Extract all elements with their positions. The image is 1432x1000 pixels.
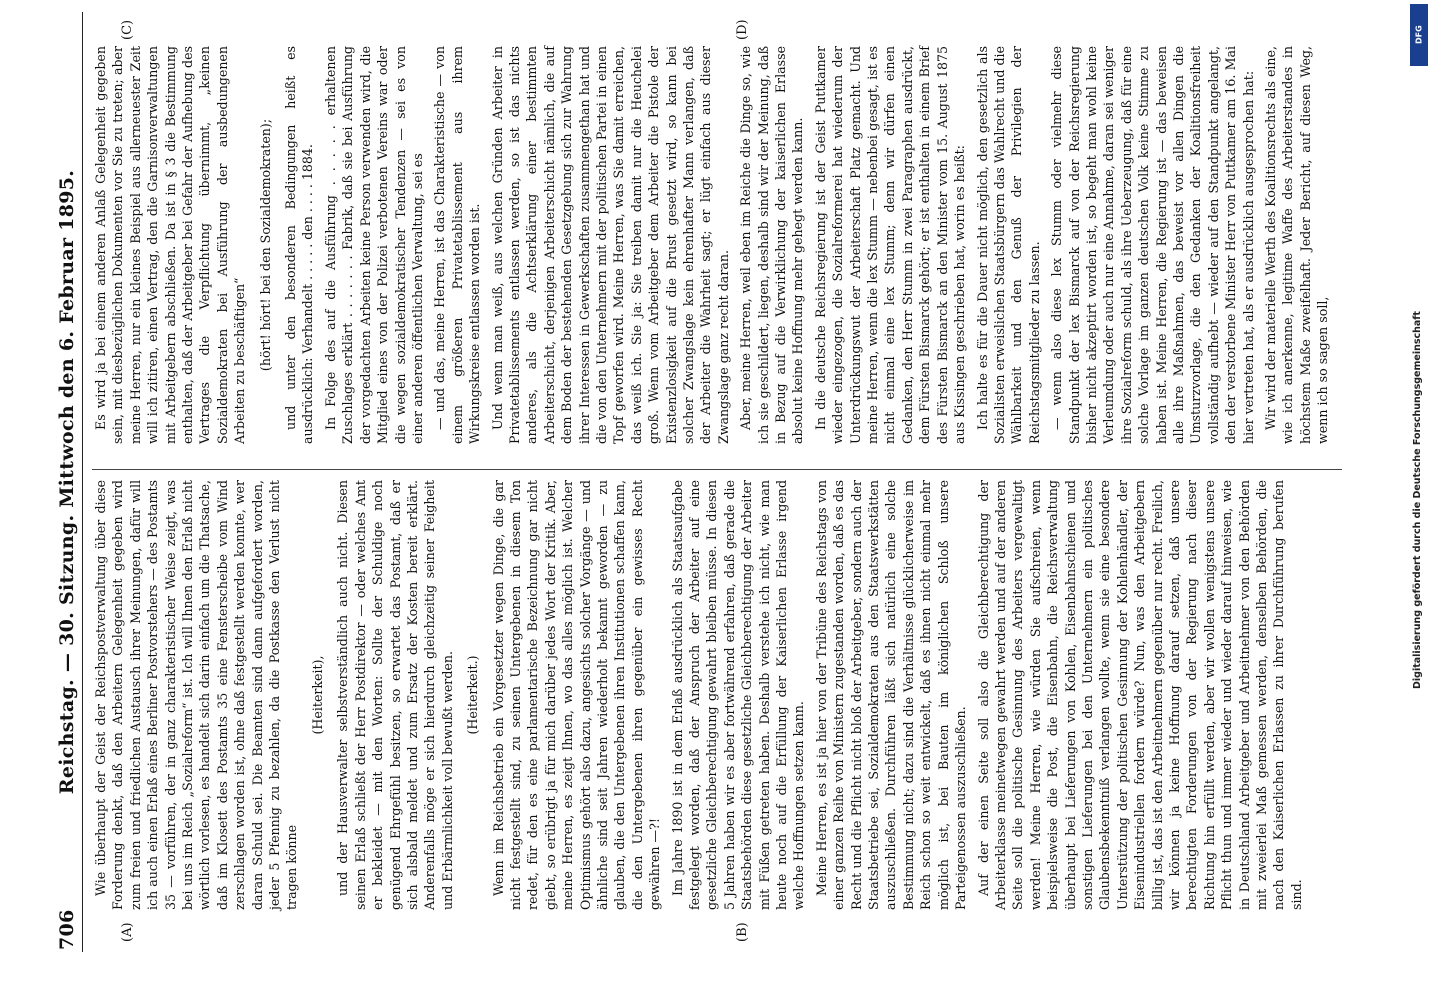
left-column <box>92 480 1310 910</box>
quoted-paragraph: In Folge des auf die Ausführung . . . . . erhaltenen Zuschlages erklärt . . . . . . . Fabrik, daß sie bei Ausführung der vorgedachten Arbeiten keine Person verwenden wird, die Mitglied eines von der Polizei verbotenen Vereins war oder die wegen sozialdemokratischer Tendenzen — sei es von einer anderen öffentlichen Verwaltung, sei es <box>322 46 425 444</box>
digitization-footer <box>1412 0 1423 1000</box>
quoted-paragraph: Wir wird der materielle Werth des Koalitionsrechts als eine, wie ich anerkenne, legitime Waffe des Arbeiterstandes in höchstem Maße zweifelhaft. Jeder Bericht, auf diesen Weg, wenn ich so sagen soll, <box>1263 46 1331 444</box>
paragraph: und der Hausverwalter selbstverständlich auch nicht. Diesen seinen Erlaß schließt der Herr Postdirektor — oder welches Amt er bekleidet — mit den Worten: Sollte der Schuldige noch genügend Ehrgefühl besitzen, so erwartet das Postamt, daß er sich alsbald meldet und zum Ersatz der Kosten bereit erklärt. Anderenfalls möge er sich hierdurch gleichzeitig seiner Feigheit und Erbärmlichkeit voll bewußt werden. <box>335 480 455 910</box>
paragraph: Aber, meine Herren, weil eben im Reiche die Dinge so, wie ich sie geschildert, liegen, deshalb sind wir der Meinung, daß in Bezug auf die Verwirklichung der kaiserlichen Erlasse absolut keine Hoffnung mehr gehegt werden kann. <box>738 46 806 444</box>
paragraph: Meine Herren, es ist ja hier von der Tribüne des Reichstags von einer ganzen Reihe von Ministern zugestanden worden, daß es das Recht und die Pflicht nicht bloß der Arbeitgeber, sondern auch der Staatsbetriebe sei, Sozialdemokraten aus den Staatswerkstätten auszuschließen. Durchführen läßt sich natürlich eine solche Bestimmung nicht; dazu sind die Verhältnisse glücklicherweise im Reich schon so weit entwickelt, daß es ihnen nicht einmal mehr möglich ist, bei Bauten im königlichen Schloß unsere Parteigenossen auszuschließen. <box>813 480 969 910</box>
margin-mark-a: (A) <box>120 922 135 942</box>
interjection: (Heiterkeit.) <box>465 655 481 735</box>
paragraph: Und wenn man weiß, aus welchen Gründen Arbeiter in Privatetablissements entlassen werden, so ist das nichts anderes, als die Achtserklärung einer bestimmten Arbeiterschicht, derjenigen Arbeiterschicht nämlich, die auf dem Boden der bestehenden Gesetzgebung sich zur Wahrung ihrer Interessen in Gewerkschaften zusammengethan hat und die von den Unternehmern mit der politischen Partei in einen Topf geworfen wird. Meine Herren, was Sie damit erreichen, das weiß ich. Sie ja: Sie treiben damit nur die Heuchelei groß. Wenn vom Arbeitgeber dem Arbeiter die Pistole der Existenzlosigkeit auf die Brust gesetzt wird, so kann bei solcher Zwangslage kein ehrenhafter Mann verlangen, daß der Arbeiter die Wahrheit sagt; er lügt einfach aus dieser Zwangslage ganz recht daran. <box>489 46 731 444</box>
paragraph: Wie überhaupt der Geist der Reichspostverwaltung über diese Forderung denkt, daß den Arbeitern Gelegenheit gegeben wird zum freien und friedlichen Austausch ihrer Meinungen, dafür will ich auch einen Erlaß eines Berliner Postvorstehers — des Postamts 35 — vorführen, der in ganz charakteristischer Weise zeigt, was bei uns im Reich „Sozialreform“ ist. Ich will Ihnen den Erlaß nicht wörtlich vorlesen, es handelt sich darin einfach um die Thatsache, daß im Klosett des Postamts 35 eine Fensterscheibe vom Wind zerschlagen worden ist, ohne daß festgestellt werden konnte, wer daran Schuld sei. Die Beamten sind dann aufgefordert worden, jeder 5 Pfennig zu bezahlen, da die Postkasse den Verlust nicht tragen könne <box>93 480 300 910</box>
right-column <box>92 46 1337 444</box>
running-title: Reichstag. — 30. Sitzung. Mittwoch den 6. Februar 1895. <box>56 169 78 795</box>
paragraph: Wenn im Reichsbetrieb ein Vorgesetzter wegen Dinge, die gar nicht festgestellt sind, zu seinen Untergebenen in diesem Ton redet, für den es eine parlamentarische Bezeichnung gar nicht giebt, so erübrigt ja für mich darüber jedes Wort der Kritik. Aber, meine Herren, es zeigt Ihnen, wo das alles möglich ist. Welcher Optimismus gehört also dazu, angesichts solcher Vorgänge — und ähnliche sind seit Jahren wiederholt bekannt geworden — zu glauben, die den Untergebenen ihren Institutionen schaffen kann, die den Untergebenen ihren gegenüber ein gewisses Recht gewähren —?! <box>490 480 663 910</box>
paragraph: — wenn also diese lex Stumm oder vielmehr diese Standpunkt der lex Bismarck auf von der Reichsregierung bisher nicht akzeptirt worden ist, so begeht man wohl keine Verleumdung oder auch nur eine Annahme, daran sei weniger ihre Sozialreform schuld, als ihre Ueberzeugung, daß für eine solche Vorlage im ganzen deutschen Volk keine Stimme zu haben ist. Meine Herren, die Regierung ist — das beweisen alle ihre Maßnahmen, das beweist vor allen Dingen die Umsturzvorlage, die den Gedanken der Koalitionsfreiheit vollständig aufhebt — wieder auf den Standpunkt angelangt, den der verstorbene Minister Herr von Puttkamer am 16. Mai hier vertreten hat, als er ausdrücklich ausgesprochen hat: <box>1049 46 1256 444</box>
paragraph: Es wird ja bei einem anderen Anlaß Gelegenheit gegeben sein, mit diesbezüglichen Dokumenten vor Sie zu treten; aber meine Herren, nur ein kleines Beispiel aus allerneuester Zeit will ich zitiren, einen Vertrag, den die Garnisonverwaltungen mit Arbeitgebern abschließen. Da ist in § 3 die Bestimmung enthalten, daß der Arbeitgeber bei Gefahr der Aufhebung des Vertrages die Verpflichtung übernimmt, „keinen Sozialdemokraten bei Ausführung der ausbedungenen Arbeiten zu beschäftigen“ <box>93 46 248 444</box>
footer-text: Digitalisierung gefördert durch die Deutsche Forschungsgemeinschaft <box>1412 311 1423 689</box>
paragraph: — und das, meine Herren, ist das Charakteristische — von einem größeren Privatetablissement aus ihrem Wirkungskreise entlassen worden ist. <box>432 46 483 444</box>
dfg-logo <box>1410 4 1428 66</box>
column-divider <box>92 469 1342 470</box>
running-head <box>52 12 83 952</box>
margin-mark-c: (C) <box>120 19 135 40</box>
paragraph: Auf der einen Seite soll also die Gleichberechtigung der Arbeiterklasse meinetwegen gewahrt werden und auf der anderen Seite soll die politische Gesinnung des Arbeiters vergewaltigt werden! Meine Herren, wie würden Sie aufschreien, wenn beispielsweise die Post, die Eisenbahn, die Reichsverwaltung überhaupt bei Lieferungen von Kohlen, Eisenbahnschienen und sonstigen Lieferungen bei den Unternehmern ein politisches Glaubensbekenntniß verlangen wollte, wenn sie eine besondere Unterstützung der politischen Gesinnung der Kohlenhändler, der Eisenindustriellen fordern würde? Nun, was den Arbeitgebern billig ist, das ist den Arbeitnehmern gegenüber nur recht. Freilich, wir können ja keine Hoffnung darauf setzen, daß unsere berechtigten Forderungen von der Regierung nach dieser Richtung hin erfüllt werden, aber wir wollen wenigstens unsere Pflicht thun und immer wieder und wieder darauf hinweisen, wie in Deutschland Arbeitgeber und Arbeitnehmer von den Behörden mit zweierlei Maß gemessen werden, denselben Behörden, die nach den Kaiserlichen Erlassen zu ihrer Durchführung berufen sind. <box>975 480 1304 910</box>
interjection: (hört! hört! bei den Sozialdemokraten); <box>257 118 273 372</box>
dfg-logo-text: DFG <box>1414 25 1424 45</box>
page-number: 706 <box>56 909 78 950</box>
interjection: (Heiterkeit), <box>309 655 325 735</box>
paragraph: In die deutsche Reichsregierung ist der Geist Puttkamer wieder eingezogen, die Sozialreformerei hat wiederum der Unterdrückungswut der Arbeiterschaft Platz gemacht. Und meine Herren, wenn die lex Stumm — nebenbei gesagt, ist es nicht einmal eine lex Stumm; denn wir dürfen einen Gedanken, den Herr Stumm in zwei Paragraphen ausdrückt, dem Fürsten Bismarck gehört; er ist enthalten in einem Brief des Fürsten Bismarck an den Minister vom 15. August 1875 aus Kissingen geschrieben hat, worin es heißt: <box>812 46 968 444</box>
paragraph: und unter den besonderen Bedingungen heißt es ausdrücklich: Verhandelt . . . . . den . . . . 1884. <box>283 46 316 444</box>
quoted-paragraph: Ich halte es für die Dauer nicht möglich, den gesetzlich als Sozialisten erweislichen Staatsbürgern das Wahlrecht und die Wählbarkeit und den Genuß der Privilegien der Reichstagsmitglieder zu lassen. <box>974 46 1042 444</box>
margin-mark-b: (B) <box>735 922 750 942</box>
margin-mark-d: (D) <box>735 19 750 40</box>
paragraph: Im Jahre 1890 ist in dem Erlaß ausdrücklich als Staatsaufgabe festgelegt worden, daß der Anspruch der Arbeiter auf eine gesetzliche Gleichberechtigung gewahrt bleiben müsse. In diesen 5 Jahren haben wir es aber fortwährend erfahren, daß gerade die Staatsbehörden diese gesetzliche Gleichberechtigung der Arbeiter mit Füßen getreten haben. Deshalb verstehe ich nicht, wie man heute noch auf die Erfüllung der Kaiserlichen Erlasse irgend welche Hoffnungen setzen kann. <box>669 480 807 910</box>
